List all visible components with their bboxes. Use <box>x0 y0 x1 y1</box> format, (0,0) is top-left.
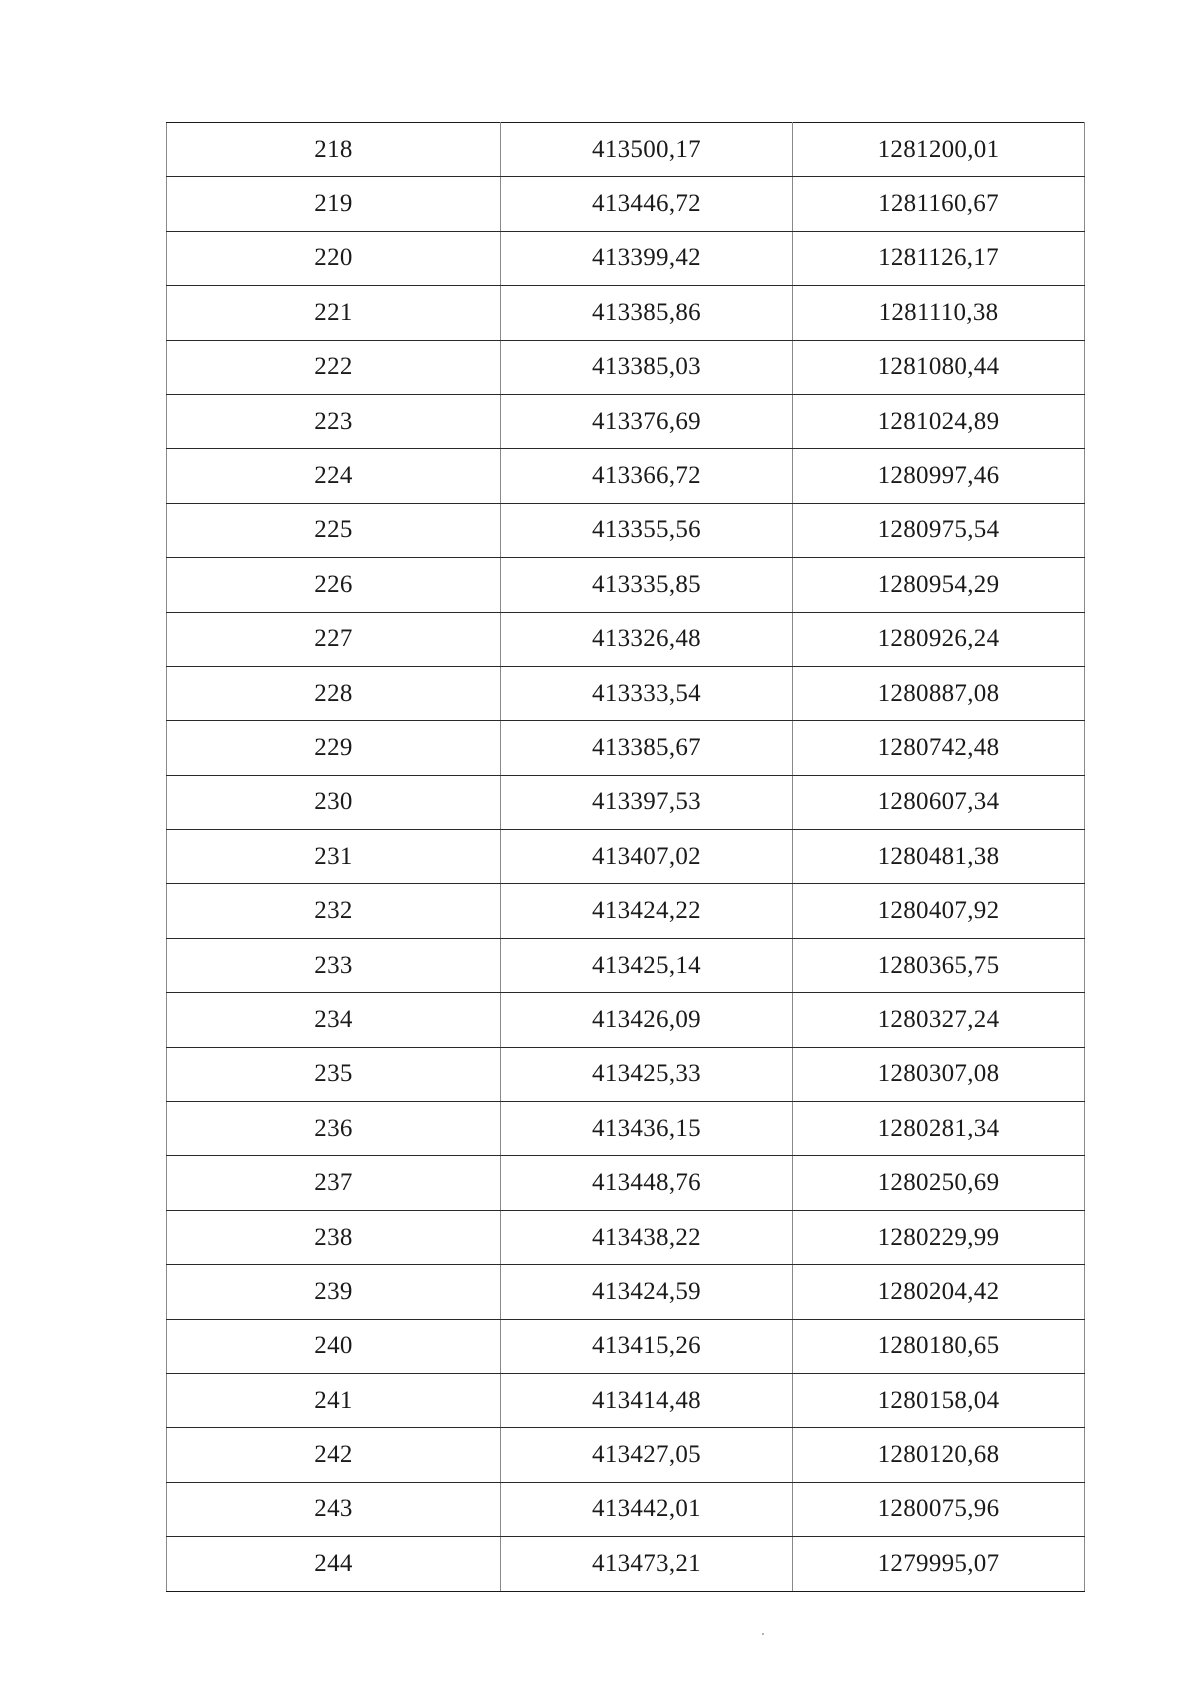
point-number-cell: 224 <box>167 449 501 503</box>
y-coordinate-cell: 1280250,69 <box>793 1156 1085 1210</box>
coordinates-table-body <box>167 123 1085 1592</box>
table-row <box>167 993 1085 1047</box>
y-coordinate-cell: 1280075,96 <box>793 1482 1085 1536</box>
table-row <box>167 1102 1085 1156</box>
y-coordinate-cell: 1280481,38 <box>793 830 1085 884</box>
table-row <box>167 1537 1085 1591</box>
x-coordinate-cell: 413425,14 <box>501 938 793 992</box>
y-coordinate-cell: 1280975,54 <box>793 503 1085 557</box>
table-row <box>167 1373 1085 1427</box>
table-row <box>167 123 1085 177</box>
point-number-cell: 243 <box>167 1482 501 1536</box>
point-number-cell: 220 <box>167 231 501 285</box>
y-coordinate-cell: 1279995,07 <box>793 1537 1085 1591</box>
y-coordinate-cell: 1280887,08 <box>793 666 1085 720</box>
point-number-cell: 226 <box>167 558 501 612</box>
y-coordinate-cell: 1280327,24 <box>793 993 1085 1047</box>
table-row <box>167 612 1085 666</box>
point-number-cell: 241 <box>167 1373 501 1427</box>
point-number-cell: 239 <box>167 1265 501 1319</box>
y-coordinate-cell: 1281080,44 <box>793 340 1085 394</box>
table-row <box>167 1482 1085 1536</box>
y-coordinate-cell: 1280120,68 <box>793 1428 1085 1482</box>
point-number-cell: 218 <box>167 123 501 177</box>
point-number-cell: 238 <box>167 1210 501 1264</box>
x-coordinate-cell: 413415,26 <box>501 1319 793 1373</box>
point-number-cell: 237 <box>167 1156 501 1210</box>
table-row <box>167 503 1085 557</box>
y-coordinate-cell: 1280997,46 <box>793 449 1085 503</box>
y-coordinate-cell: 1280204,42 <box>793 1265 1085 1319</box>
x-coordinate-cell: 413333,54 <box>501 666 793 720</box>
x-coordinate-cell: 413385,03 <box>501 340 793 394</box>
table-row <box>167 1156 1085 1210</box>
x-coordinate-cell: 413414,48 <box>501 1373 793 1427</box>
x-coordinate-cell: 413399,42 <box>501 231 793 285</box>
y-coordinate-cell: 1281160,67 <box>793 177 1085 231</box>
point-number-cell: 234 <box>167 993 501 1047</box>
point-number-cell: 235 <box>167 1047 501 1101</box>
table-row <box>167 1265 1085 1319</box>
point-number-cell: 219 <box>167 177 501 231</box>
y-coordinate-cell: 1280281,34 <box>793 1102 1085 1156</box>
y-coordinate-cell: 1281126,17 <box>793 231 1085 285</box>
x-coordinate-cell: 413385,67 <box>501 721 793 775</box>
x-coordinate-cell: 413355,56 <box>501 503 793 557</box>
y-coordinate-cell: 1280742,48 <box>793 721 1085 775</box>
y-coordinate-cell: 1280954,29 <box>793 558 1085 612</box>
point-number-cell: 230 <box>167 775 501 829</box>
point-number-cell: 244 <box>167 1537 501 1591</box>
y-coordinate-cell: 1280365,75 <box>793 938 1085 992</box>
x-coordinate-cell: 413438,22 <box>501 1210 793 1264</box>
table-row <box>167 558 1085 612</box>
table-row <box>167 340 1085 394</box>
point-number-cell: 227 <box>167 612 501 666</box>
x-coordinate-cell: 413326,48 <box>501 612 793 666</box>
y-coordinate-cell: 1280926,24 <box>793 612 1085 666</box>
y-coordinate-cell: 1280180,65 <box>793 1319 1085 1373</box>
table-row <box>167 830 1085 884</box>
table-row <box>167 449 1085 503</box>
y-coordinate-cell: 1281200,01 <box>793 123 1085 177</box>
point-number-cell: 222 <box>167 340 501 394</box>
table-row <box>167 1319 1085 1373</box>
x-coordinate-cell: 413442,01 <box>501 1482 793 1536</box>
table-row <box>167 394 1085 448</box>
x-coordinate-cell: 413446,72 <box>501 177 793 231</box>
y-coordinate-cell: 1280307,08 <box>793 1047 1085 1101</box>
x-coordinate-cell: 413473,21 <box>501 1537 793 1591</box>
table-row <box>167 721 1085 775</box>
point-number-cell: 223 <box>167 394 501 448</box>
x-coordinate-cell: 413407,02 <box>501 830 793 884</box>
y-coordinate-cell: 1281110,38 <box>793 286 1085 340</box>
x-coordinate-cell: 413335,85 <box>501 558 793 612</box>
x-coordinate-cell: 413436,15 <box>501 1102 793 1156</box>
table-row <box>167 1428 1085 1482</box>
scan-speck <box>762 1633 764 1635</box>
x-coordinate-cell: 413397,53 <box>501 775 793 829</box>
table-row <box>167 286 1085 340</box>
point-number-cell: 221 <box>167 286 501 340</box>
point-number-cell: 229 <box>167 721 501 775</box>
y-coordinate-cell: 1280229,99 <box>793 1210 1085 1264</box>
x-coordinate-cell: 413376,69 <box>501 394 793 448</box>
y-coordinate-cell: 1280158,04 <box>793 1373 1085 1427</box>
table-row <box>167 231 1085 285</box>
table-row <box>167 1047 1085 1101</box>
point-number-cell: 228 <box>167 666 501 720</box>
point-number-cell: 233 <box>167 938 501 992</box>
table-row <box>167 1210 1085 1264</box>
point-number-cell: 236 <box>167 1102 501 1156</box>
x-coordinate-cell: 413448,76 <box>501 1156 793 1210</box>
point-number-cell: 231 <box>167 830 501 884</box>
x-coordinate-cell: 413425,33 <box>501 1047 793 1101</box>
x-coordinate-cell: 413500,17 <box>501 123 793 177</box>
x-coordinate-cell: 413424,22 <box>501 884 793 938</box>
table-row <box>167 884 1085 938</box>
table-row <box>167 775 1085 829</box>
x-coordinate-cell: 413426,09 <box>501 993 793 1047</box>
y-coordinate-cell: 1281024,89 <box>793 394 1085 448</box>
y-coordinate-cell: 1280607,34 <box>793 775 1085 829</box>
table-row <box>167 938 1085 992</box>
table-row <box>167 666 1085 720</box>
point-number-cell: 225 <box>167 503 501 557</box>
x-coordinate-cell: 413366,72 <box>501 449 793 503</box>
x-coordinate-cell: 413385,86 <box>501 286 793 340</box>
y-coordinate-cell: 1280407,92 <box>793 884 1085 938</box>
point-number-cell: 232 <box>167 884 501 938</box>
point-number-cell: 242 <box>167 1428 501 1482</box>
coordinates-table <box>166 122 1085 1592</box>
point-number-cell: 240 <box>167 1319 501 1373</box>
x-coordinate-cell: 413424,59 <box>501 1265 793 1319</box>
table-row <box>167 177 1085 231</box>
x-coordinate-cell: 413427,05 <box>501 1428 793 1482</box>
